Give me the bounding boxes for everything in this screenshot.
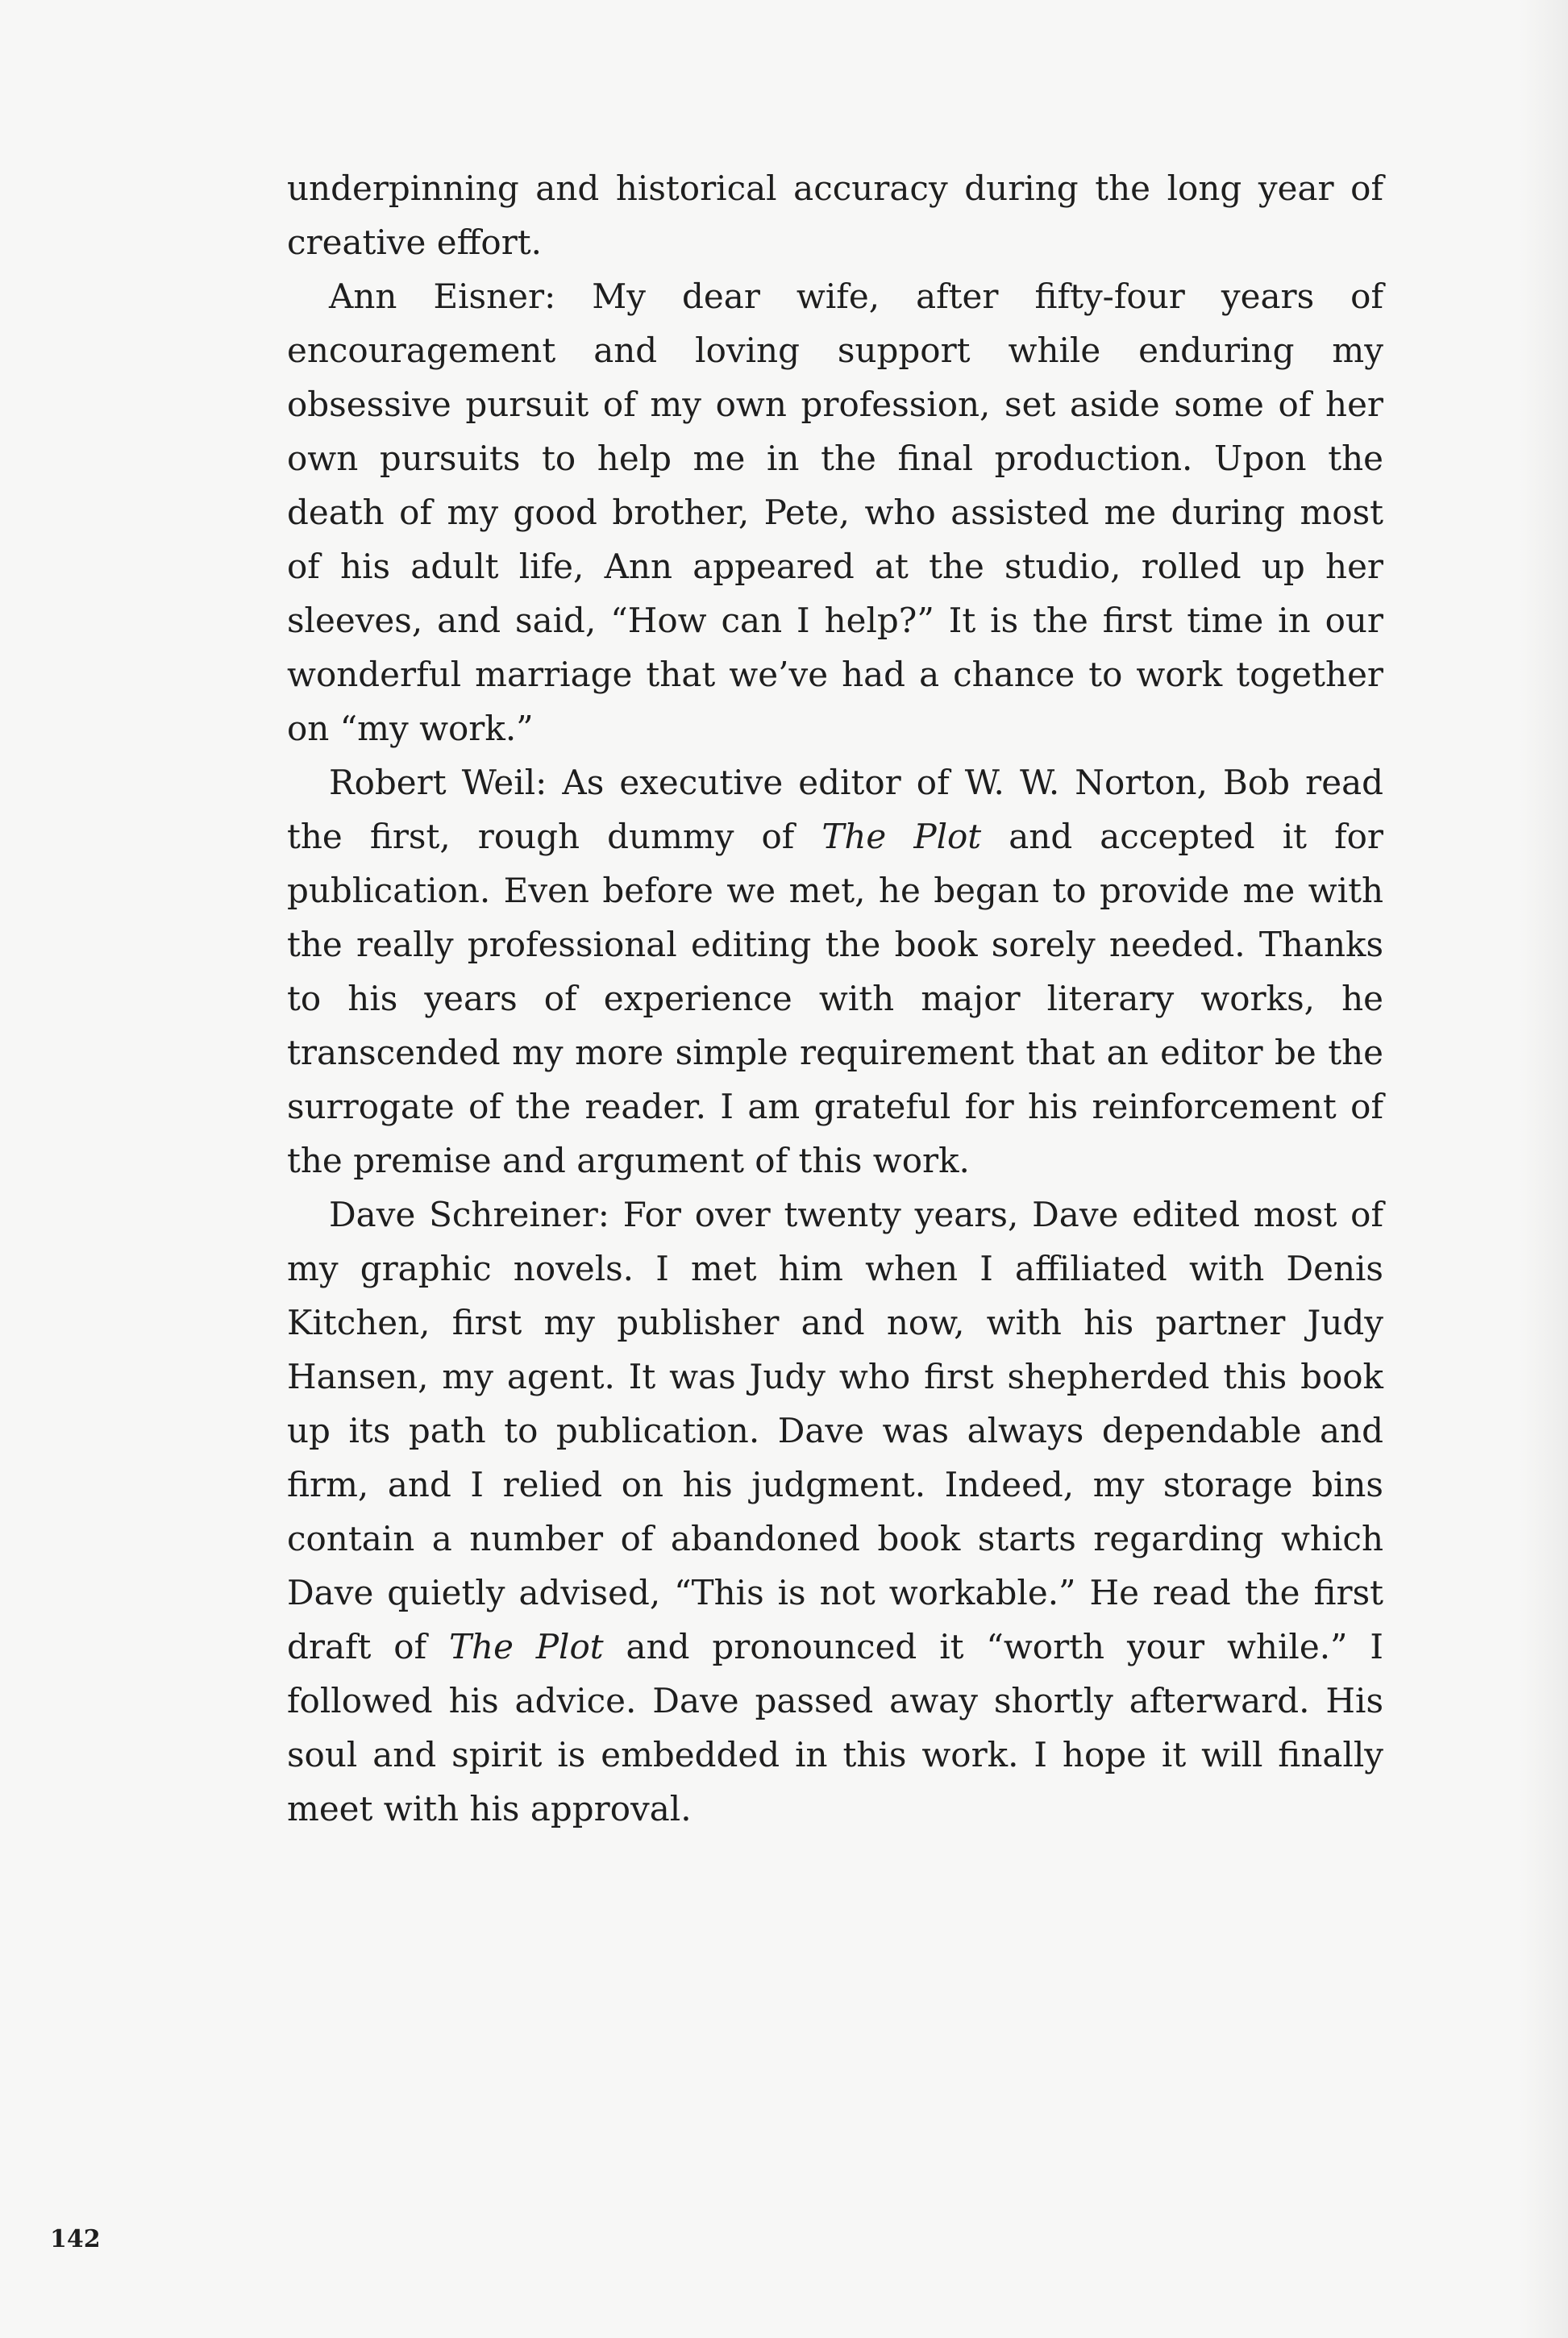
paragraph-continuation <box>287 161 1383 269</box>
book-title: The Plot <box>821 817 982 856</box>
paragraph-text: Robert Weil: As executive editor of W. W. Norton, Bob read the first, rough dummy of <box>287 763 1383 856</box>
page-number: 142 <box>50 2225 101 2253</box>
page-edge-shadow <box>1520 0 1568 2338</box>
book-title: The Plot <box>449 1627 604 1666</box>
paragraph-text: Ann Eisner: My dear wife, after fifty-four years of encouragement and loving support while enduring my obsessive pursuit of my own profession, set aside some of her own pursuits to help me in the final production. Upon the death of my good brother, Pete, who assisted me during most of his adult life, Ann appeared at the studio, rolled up her sleeves, and said, “How can I help?” It is the first time in our wonderful marriage that we’ve had a chance to work together on “my work.” <box>287 277 1383 748</box>
paragraph-text: and pronounced it “worth your while.” I followed his advice. Dave passed away shortly afterward. His soul and spirit is embedded in this work. I hope it will finally meet with his approval. <box>287 1627 1383 1828</box>
paragraph-text: and accepted it for publication. Even before we met, he began to provide me with the really professional editing the book sorely needed. Thanks to his years of experience with major literary works, he transcended my more simple requirement that an editor be the surrogate of the reader. I am grateful for his reinforcement of the premise and argument of this work. <box>287 817 1383 1180</box>
body-text <box>287 161 1383 1836</box>
paragraph-text: underpinning and historical accuracy during the long year of creative effort. <box>287 168 1383 262</box>
paragraph-ann-eisner <box>287 269 1383 755</box>
paragraph-robert-weil <box>287 755 1383 1188</box>
paragraph-dave-schreiner <box>287 1188 1383 1836</box>
paragraph-text: Dave Schreiner: For over twenty years, Dave edited most of my graphic novels. I met him when I affiliated with Denis Kitchen, first my publisher and now, with his partner Judy Hansen, my agent. It was Judy who first shepherded this book up its path to publication. Dave was always dependable and firm, and I relied on his judgment. Indeed, my storage bins contain a number of abandoned book starts regarding which Dave quietly advised, “This is not workable.” He read the first draft of <box>287 1195 1383 1666</box>
